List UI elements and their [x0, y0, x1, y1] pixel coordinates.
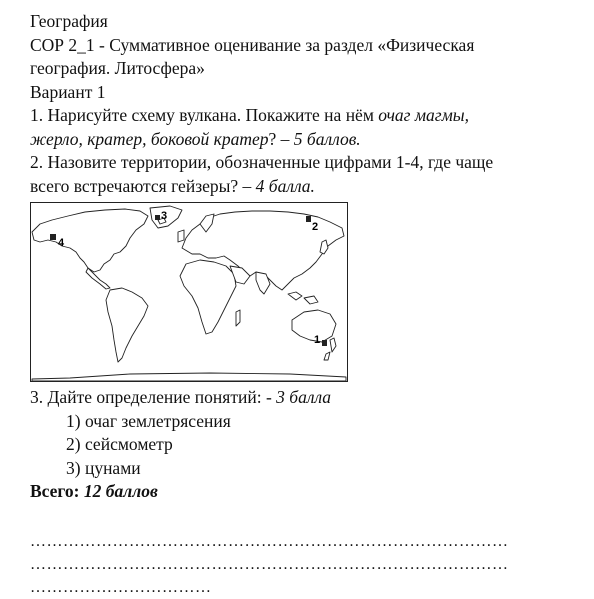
geyser-region-2-mark	[306, 216, 311, 222]
question-1-line1	[30, 104, 575, 128]
variant-label: Вариант 1	[30, 81, 106, 102]
assessment-title-line2: география. Литосфера»	[30, 58, 205, 78]
question-1-score: 5 баллов.	[293, 128, 361, 149]
question-3-item-3: 3) цунами	[66, 457, 141, 478]
world-map	[30, 202, 348, 382]
answer-line-1: ……………………………………………………………………………	[30, 532, 509, 550]
world-map-outline	[30, 202, 348, 382]
worksheet	[30, 10, 575, 599]
spacer	[30, 504, 575, 530]
question-1-terms-b: жерло, кратер, боковой кратер	[30, 128, 269, 149]
total-value: 12 баллов	[83, 481, 158, 501]
question-3-item-1: 1) очаг землетрясения	[66, 410, 231, 431]
map-marker-1: 1	[314, 334, 321, 346]
question-2-score: 4 балла.	[255, 175, 315, 196]
question-1-text: 1. Нарисуйте схему вулкана. Покажите на нём	[30, 105, 379, 125]
question-3-line	[30, 386, 575, 410]
assessment-title-line1: СОР 2_1 - Суммативное оценивание за раздел «Физическая	[30, 34, 475, 55]
subject-title: География	[30, 11, 108, 31]
british-isles-shape	[178, 230, 184, 242]
geyser-region-3-mark	[155, 215, 160, 220]
question-3-text: 3. Дайте определение понятий: -	[30, 387, 277, 407]
answer-line-2: ……………………………………………………………………………	[30, 555, 509, 573]
question-1-terms-a: очаг магмы,	[378, 105, 470, 125]
map-marker-2: 2	[312, 221, 319, 233]
question-1-dash: ? –	[268, 128, 294, 149]
question-3-score: 3 балла	[276, 387, 332, 407]
geyser-region-1-mark	[322, 340, 327, 346]
question-1-line2	[30, 128, 575, 152]
question-2-line2	[30, 175, 575, 199]
question-3-item-2: 2) сейсмометр	[66, 434, 173, 454]
question-2-text: всего встречаются гейзеры? –	[30, 175, 256, 196]
total-line	[30, 480, 575, 504]
geyser-region-4-mark	[50, 234, 56, 240]
total-label: Всего:	[30, 481, 84, 501]
answer-line-3: ……………………………	[30, 578, 212, 596]
map-marker-3: 3	[161, 210, 168, 222]
map-marker-4: 4	[58, 237, 65, 249]
question-2-line1: 2. Назовите территории, обозначенные цифрами 1-4, где чаще	[30, 152, 494, 172]
